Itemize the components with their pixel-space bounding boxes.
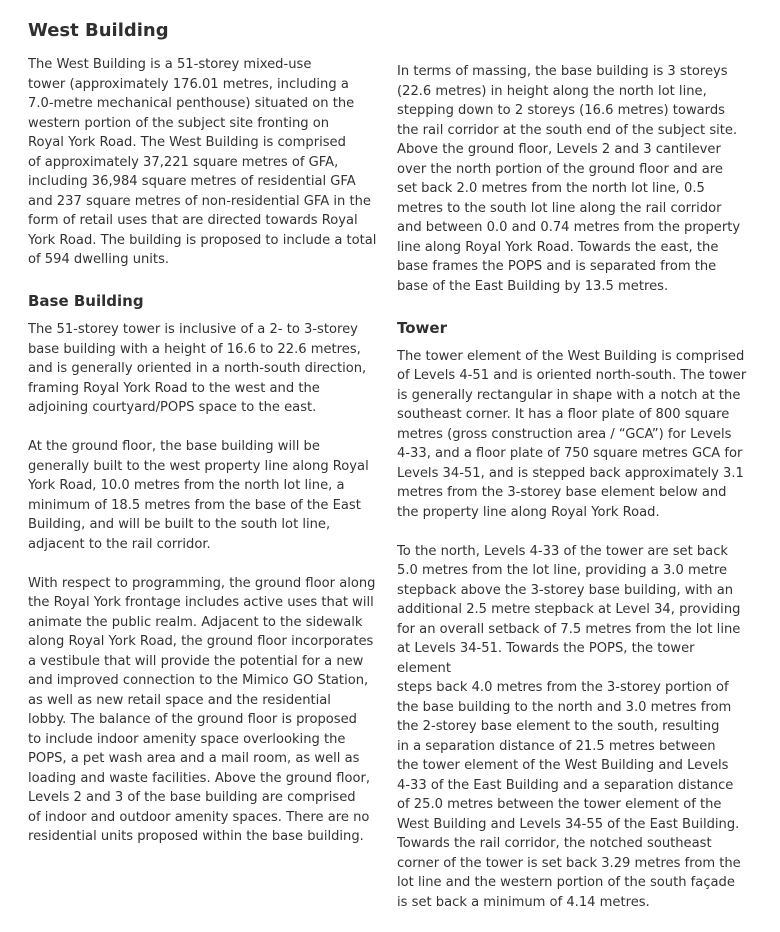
base-building-paragraph-1: The 51-storey tower is inclusive of a 2- to 3-storey base building with a height of 16.6 to 22.6 metres, and is generally oriented in a north-south direction, framing Royal York Road to the west and the adjoining courtyard/POPS space to the east. — [28, 322, 367, 415]
massing-paragraph: In terms of massing, the base building is 3 storeys (22.6 metres) in height along the north lot line, stepping down to 2 storeys (16.6 metres) towards the rail corridor at the south end of the subject site. Above the ground floor, Levels 2 and 3 cantilever over the north portion of the ground floor and are set back 2.0 metres from the north lot line, 0.5 metres to the south lot line along the rail corridor and between 0.0 and 0.74 metres from the property line along Royal York Road. Towards the east, the base frames the POPS and is separated from the base of the East Building by 13.5 metres. — [397, 64, 741, 294]
base-building-heading: Base Building — [28, 292, 144, 310]
tower-heading: Tower — [397, 318, 447, 337]
tower-paragraph-1: The tower element of the West Building is comprised of Levels 4-51 and is oriented north-south. The tower is generally rectangular in shape with a notch at the southeast corner. It has a floor plate of 800 square metres (gross construction area / “GCA”) for Levels 4-33, and a floor plate of 750 square metres GCA for Levels 34-51, and is stepped back approximately 3.1 metres from the 3-storey base element below and the property line along Royal York Road. — [397, 348, 747, 520]
document-page — [28, 18, 763, 910]
intro-paragraph: The West Building is a 51-storey mixed-use tower (approximately 176.01 metres, including a 7.0-metre mechanical penthouse) situated on the western portion of the subject site fronting on Royal York Road. The West Building is comprised of approximately 37,221 square metres of GFA, including 36,984 square metres of residential GFA and 237 square metres of non-residential GFA in the form of retail uses that are directed towards Royal York Road. The building is proposed to include a total of 594 dwelling units. — [28, 57, 377, 267]
tower-paragraph-2: To the north, Levels 4-33 of the tower are set back 5.0 metres from the lot line, providing a 3.0 metre stepback above the 3-storey base building, with an additional 2.5 metre stepback at Level 34, providing for an overall setback of 7.5 metres from the lot line at Levels 34-51. Towards the POPS, the tower element steps back 4.0 metres from the 3-storey portion of the base building to the north and 3.0 metres from the 2-storey base element to the south, resulting in a separation distance of 21.5 metres between the tower element of the West Building and Levels 4-33 of the East Building and a separation distance of 25.0 metres between the tower element of the West Building and Levels 34-55 of the East Building. Towards the rail corridor, the notched southeast corner of the tower is set back 3.29 metres from the lot line and the western portion of the south façade is set back a minimum of 4.14 metres. — [397, 543, 741, 910]
page-title: West Building — [28, 20, 169, 41]
base-building-paragraph-3: With respect to programming, the ground floor along the Royal York frontage includes active uses that will animate the public realm. Adjacent to the sidewalk along Royal York Road, the ground floor incorporates a vestibule that will provide the potential for a new and improved connection to the Mimico GO Station, as well as new retail space and the residential lobby. The balance of the ground floor is proposed to include indoor amenity space overlooking the POPS, a pet wash area and a mail room, as well as loading and waste facilities. Above the ground floor, Levels 2 and 3 of the base building are comprised of indoor and outdoor amenity spaces. There are no residential units proposed within the base building. — [28, 575, 376, 844]
left-column — [28, 55, 383, 866]
right-column — [397, 62, 752, 932]
base-building-paragraph-2: At the ground floor, the base building will be generally built to the west property line along Royal York Road, 10.0 metres from the north lot line, a minimum of 18.5 metres from the base of the East Building, and will be built to the south lot line, adjacent to the rail corridor. — [28, 439, 369, 552]
